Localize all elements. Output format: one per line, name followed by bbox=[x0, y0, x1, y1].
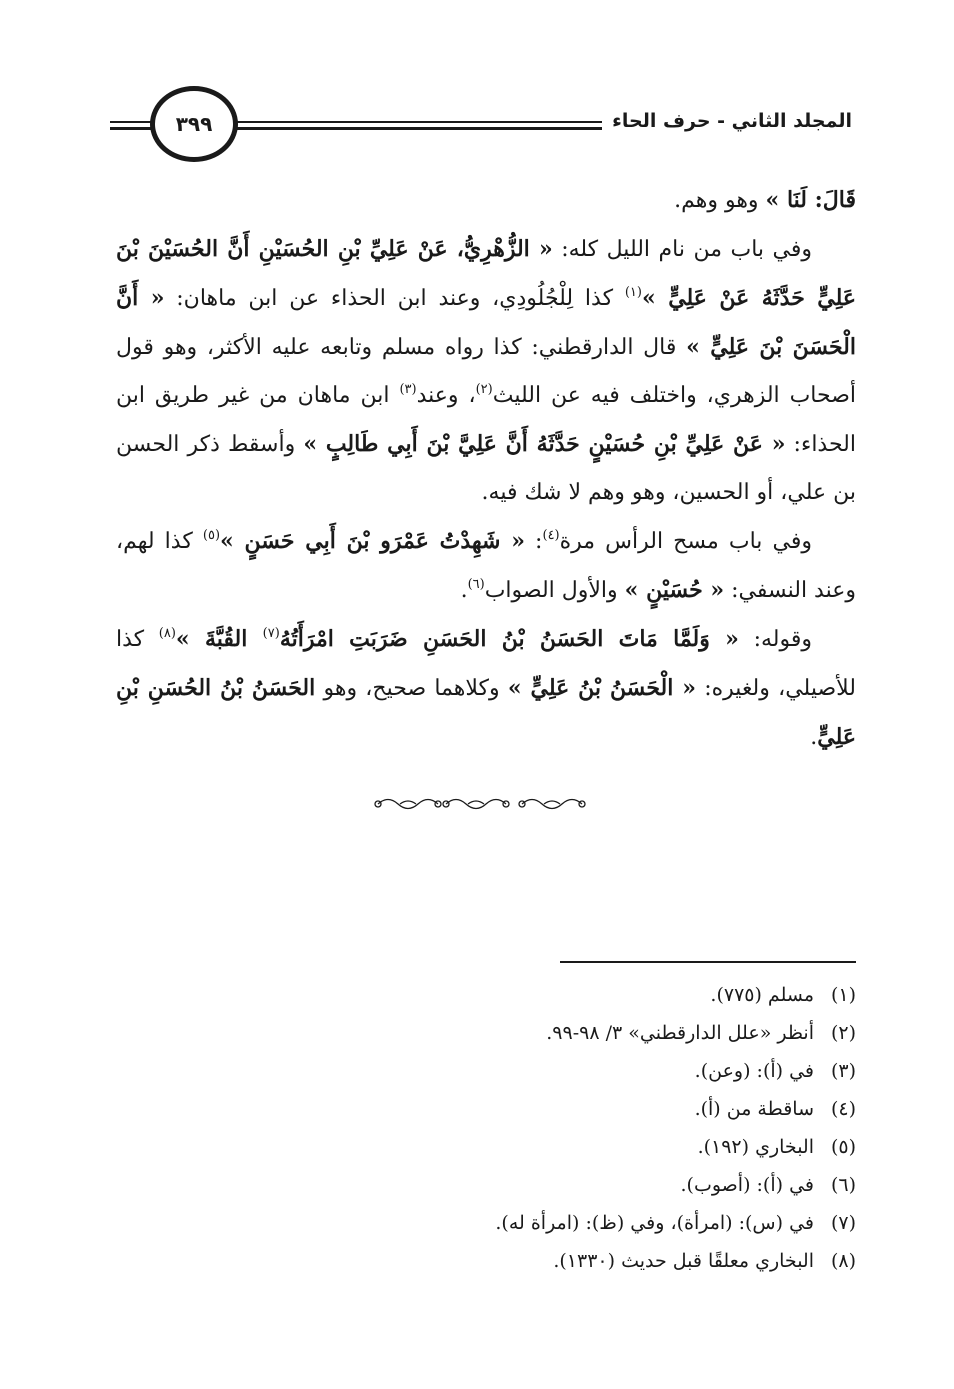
footnote-text: البخاري (١٩٢). bbox=[697, 1136, 814, 1158]
header-title: المجلد الثاني - حرف الحاء bbox=[602, 110, 852, 132]
footnote-ref: (٧) bbox=[262, 626, 280, 641]
body-text: قال الدارقطني: كذا رواه مسلم وتابعه عليه الأكثر، وهو قول أصحاب الزهري، واختلف فيه عن الليث bbox=[116, 335, 857, 408]
footnote-text: أنظر «علل الدارقطني» ٣/ ٩٨-٩٩. bbox=[546, 1022, 814, 1044]
footnote-number: (٤) bbox=[830, 1098, 856, 1120]
footnote-item bbox=[200, 1090, 856, 1128]
footnote-ref: (٨) bbox=[158, 626, 176, 641]
hadith-quote: القُبَّةَ » bbox=[175, 626, 263, 652]
body-text: كذا لهم، وعند النسفي: bbox=[116, 529, 856, 603]
footnote-item bbox=[200, 1128, 856, 1166]
footnote-ref: (٣) bbox=[399, 382, 417, 397]
hadith-quote: « شَهِدْتُ عَمْرَو بْنَ أَبِي حَسَنٍ » bbox=[220, 528, 525, 554]
hadith-quote: قَالَ: لَنَا » bbox=[765, 187, 856, 213]
footnote-text: في (أ): (وعن). bbox=[694, 1060, 814, 1082]
footnote-item bbox=[200, 1242, 856, 1280]
body-text: كذا لِلْجُلُودِي، وعند ابن الحذاء عن ابن ماهان: bbox=[164, 286, 625, 311]
body-text: والأول الصواب bbox=[484, 578, 625, 603]
footnote-text: في (أ): (أصوب). bbox=[680, 1174, 814, 1196]
hadith-quote: « أَنَّ الْحَسَنَ بْنَ عَلِيٍّ » bbox=[116, 285, 857, 360]
footnote-number: (٧) bbox=[830, 1212, 856, 1234]
footnote-number: (٥) bbox=[830, 1136, 856, 1158]
running-header bbox=[110, 86, 852, 166]
footnote-number: (١) bbox=[830, 984, 856, 1006]
footnote-ref: (٦) bbox=[467, 577, 485, 592]
footnote-text: مسلم (٧٧٥). bbox=[710, 984, 814, 1006]
body-paragraph bbox=[116, 517, 856, 615]
page-number: ٣٩٩ bbox=[175, 112, 213, 136]
footnote-number: (٨) bbox=[830, 1250, 856, 1272]
footnote-text: ساقطة من (أ). bbox=[694, 1098, 814, 1120]
section-ornament-icon bbox=[370, 792, 590, 816]
footnote-item bbox=[200, 1166, 856, 1204]
footnote-item bbox=[200, 976, 856, 1014]
body-paragraph bbox=[116, 615, 856, 762]
main-text bbox=[116, 176, 856, 762]
hadith-quote: « الزُّهْرِيُّ، عَنْ عَلِيِّ بْنِ الحُسَيْنِ أَنَّ الحُسَيْنَ بْنَ عَلِيٍّ حَدَّثَهُ عَنْ عَلِيٍّ » bbox=[116, 236, 856, 311]
footnote-number: (٣) bbox=[830, 1060, 856, 1082]
footnote-ref: (١) bbox=[624, 285, 642, 300]
footnote-ref: (٤) bbox=[542, 528, 560, 543]
footnote-text: في (س): (امرأة)، وفي (ظ): (امرأة له). bbox=[495, 1212, 814, 1234]
footnote-text: البخاري معلقًا قبل حديث (١٣٣٠). bbox=[553, 1250, 814, 1272]
footnote-separator bbox=[560, 961, 856, 963]
body-paragraph bbox=[116, 176, 856, 225]
page-number-badge bbox=[150, 86, 238, 162]
footnote-number: (٢) bbox=[830, 1022, 856, 1044]
body-text: ابن ماهان من غير طريق ابن الحذاء: bbox=[116, 383, 856, 457]
body-text: وكلاهما صحيح، وهو bbox=[315, 676, 508, 701]
ornament-motif-right bbox=[519, 800, 585, 809]
footnotes-list bbox=[200, 976, 856, 1280]
body-text: وهو وهم. bbox=[674, 188, 766, 213]
hadith-quote: « عَنْ عَلِيِّ بْنِ حُسَيْنٍ حَدَّثَهُ أَنَّ عَلِيَّ بْنَ أَبِي طَالِبٍ » bbox=[303, 431, 786, 457]
footnote-item bbox=[200, 1014, 856, 1052]
body-text: . bbox=[460, 578, 468, 603]
footnote-number: (٦) bbox=[830, 1174, 856, 1196]
footnote-ref: (٥) bbox=[202, 528, 221, 543]
body-text: ، وعند bbox=[416, 383, 476, 408]
body-text: وفي باب مسح الرأس مرة bbox=[559, 529, 812, 554]
hadith-quote: « وَلَمَّا مَاتَ الحَسَنُ بْنُ الحَسَنِ ضَرَبَتِ امْرَأَتُهُ bbox=[279, 626, 739, 652]
footnote-item bbox=[200, 1052, 856, 1090]
hadith-quote: « الْحَسَنُ بْنُ عَلِيٍّ » bbox=[507, 675, 696, 701]
body-text: كذا للأصيلي، ولغيره: bbox=[116, 627, 856, 701]
hadith-quote: « حُسَيْنٍ » bbox=[624, 577, 725, 603]
body-paragraph bbox=[116, 225, 856, 517]
footnote-item bbox=[200, 1204, 856, 1242]
body-text: وأسقط ذكر الحسن بن علي، أو الحسين، وهو وهم لا شك فيه. bbox=[116, 432, 856, 505]
body-text: : bbox=[524, 529, 543, 554]
ornament-motif-center bbox=[443, 800, 509, 809]
footnote-ref: (٢) bbox=[475, 382, 493, 397]
body-text: . bbox=[810, 725, 818, 750]
body-text: وقوله: bbox=[738, 627, 812, 652]
body-text: وفي باب من نام الليل كله: bbox=[552, 237, 812, 262]
ornament-motif-left bbox=[375, 800, 441, 809]
hadith-quote: الحَسَنُ بْنُ الحُسَنِ بْنِ عَلِيٍّ bbox=[116, 675, 856, 750]
